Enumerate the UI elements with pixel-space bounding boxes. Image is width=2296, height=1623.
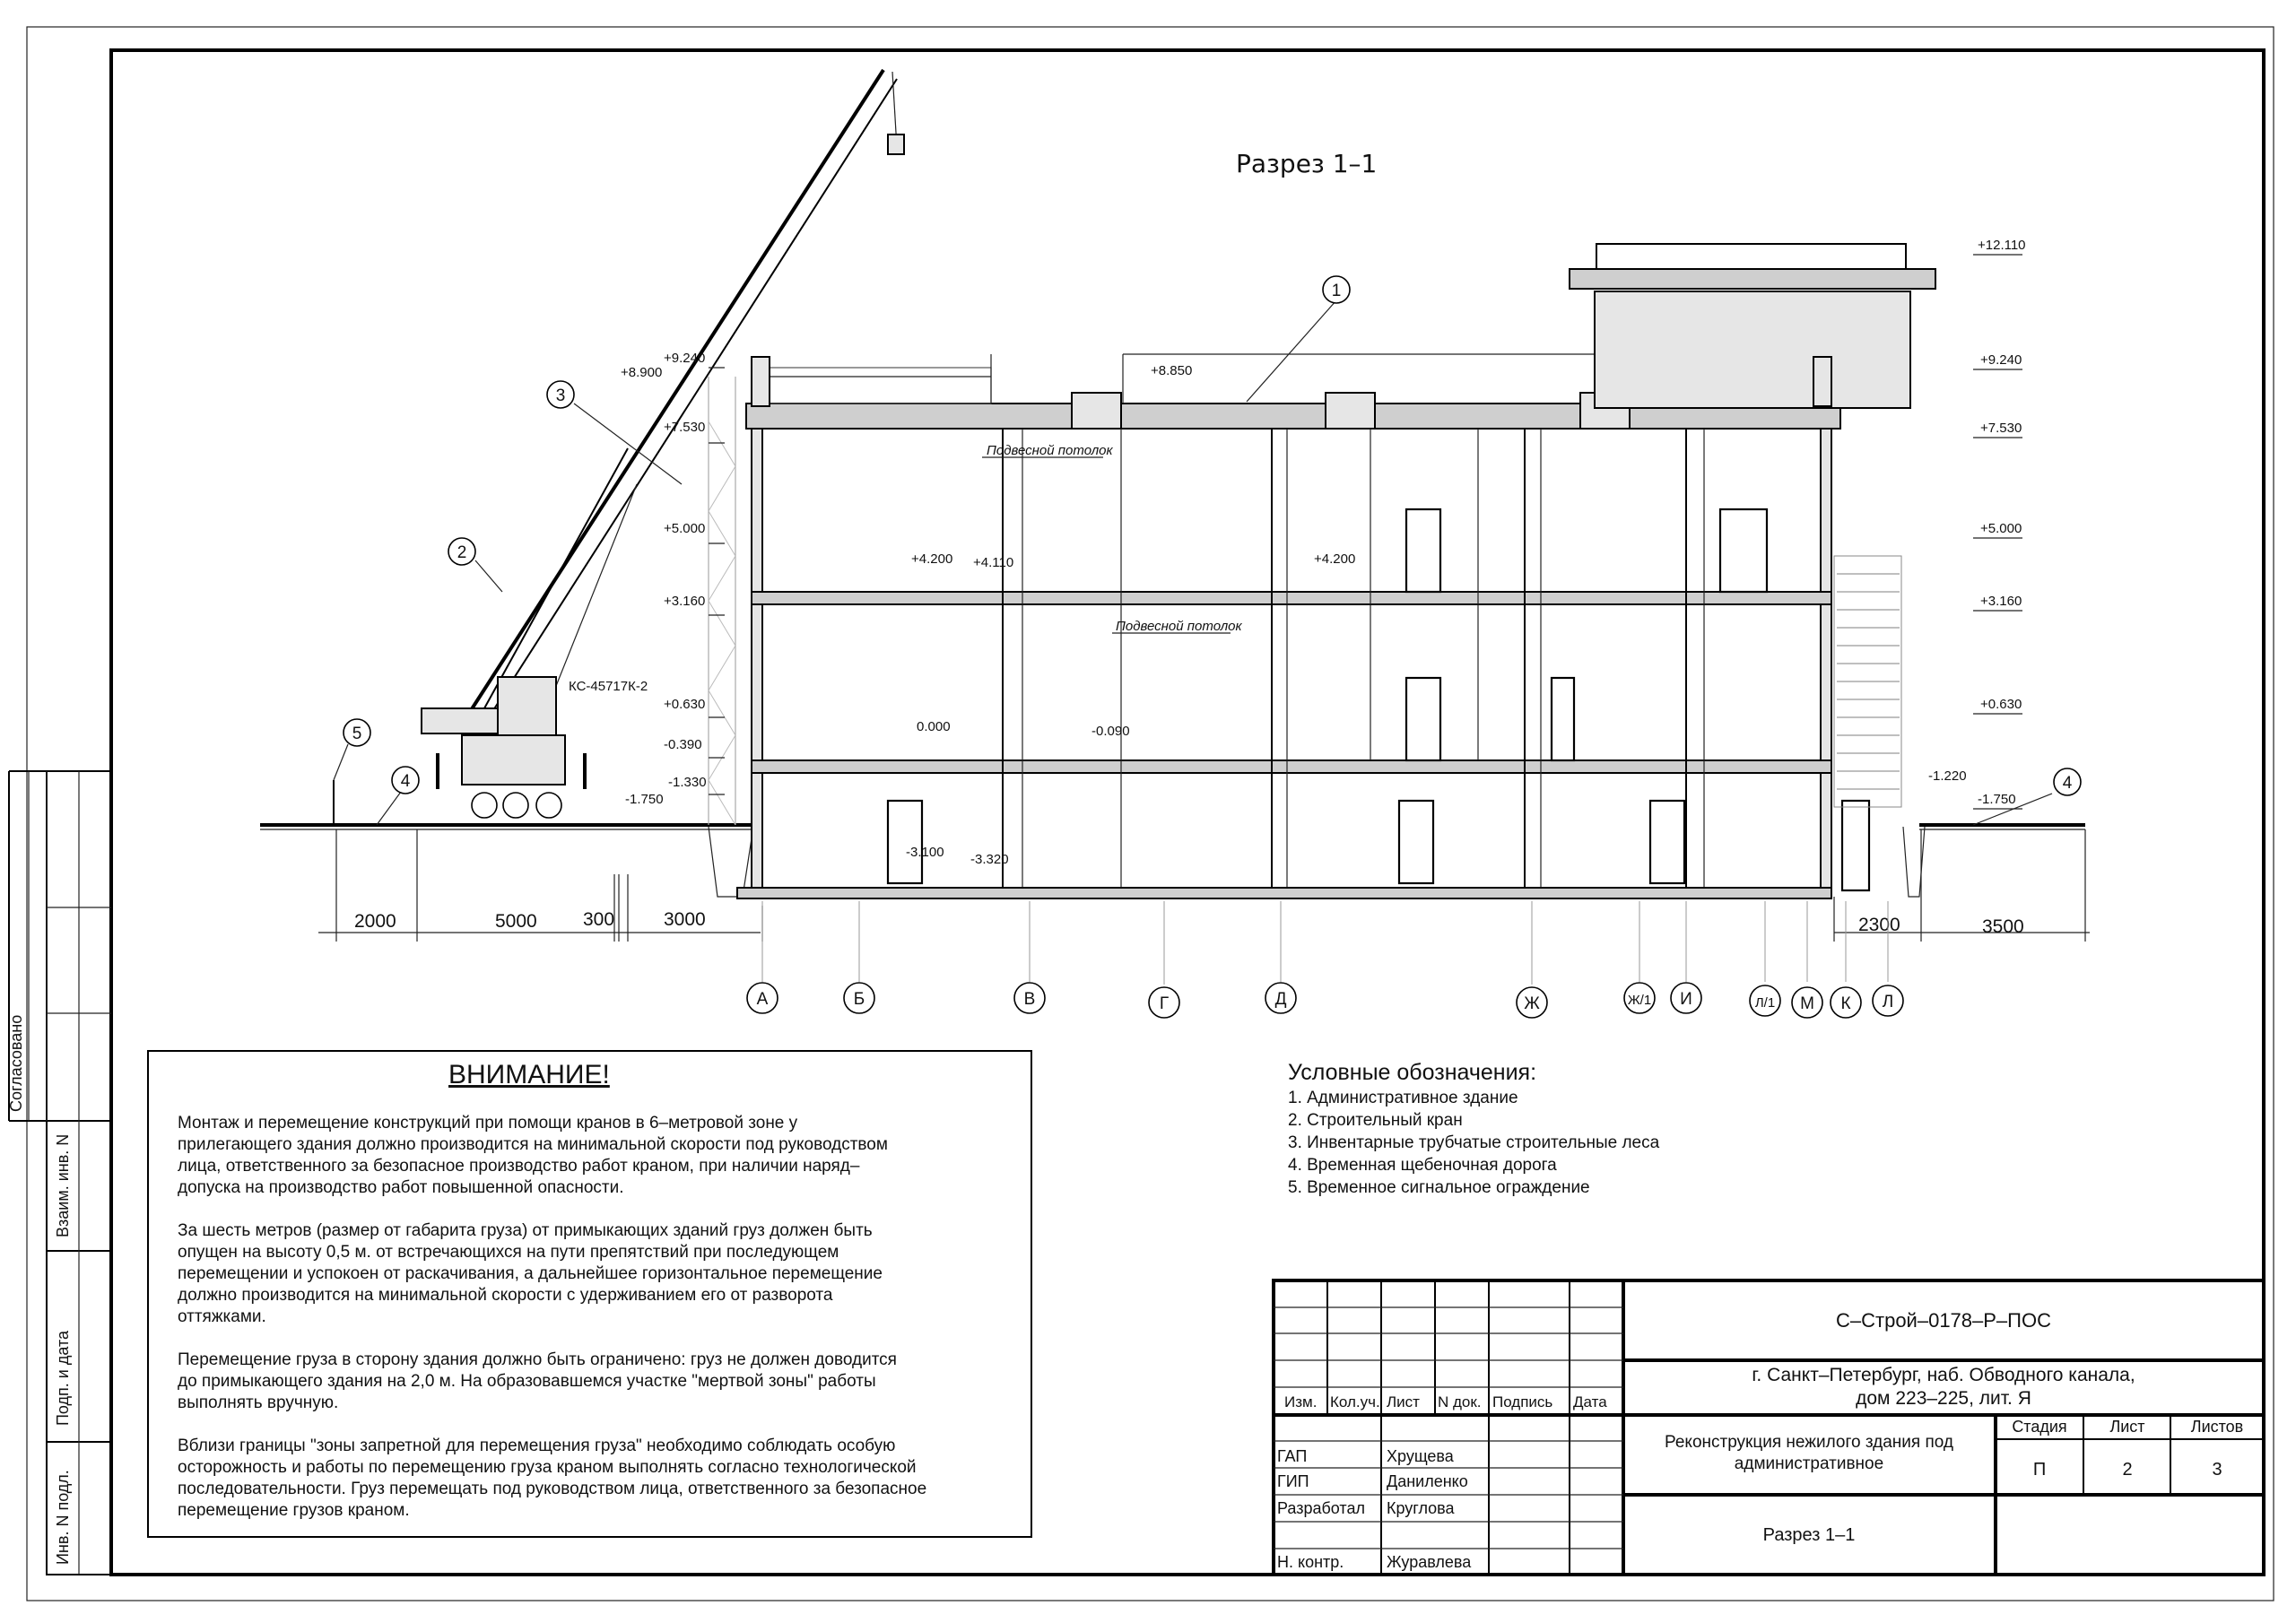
dim-left-0: 2000 bbox=[354, 911, 396, 932]
attention-line: Монтаж и перемещение конструкций при помощи кранов в 6–метровой зоне у bbox=[178, 1114, 798, 1133]
legend-list bbox=[1288, 1089, 1660, 1197]
dim-left-3: 3000 bbox=[664, 909, 706, 930]
attention-line: до примыкающего здания на 2,0 м. На образовавшемся участке "мертвой зоны" работы bbox=[178, 1372, 876, 1391]
attention-line: последовательности. Груз перемещать под руководством лица, ответственного за безопасное bbox=[178, 1480, 927, 1498]
elev-right-5: +0.630 bbox=[1980, 697, 2022, 712]
legend-item: 3. Инвентарные трубчатые строительные леса bbox=[1288, 1133, 1660, 1152]
attention-line: За шесть метров (размер от габарита груза) от примыкающих зданий груз должен быть bbox=[178, 1221, 873, 1240]
hdr-stage: Стадия bbox=[2012, 1418, 2067, 1436]
axis-markers bbox=[747, 983, 1903, 1018]
dim-left-1: 5000 bbox=[495, 911, 537, 932]
sheet-value: 2 bbox=[2122, 1460, 2133, 1480]
axis-label: К bbox=[1840, 994, 1851, 1013]
elev-left-2: +7.530 bbox=[664, 420, 706, 435]
attention-line: лица, ответственного за безопасное производство работ краном, при наличии наряд– bbox=[178, 1157, 860, 1176]
hdr-sheet: Лист bbox=[2109, 1418, 2145, 1436]
axis-label: Л bbox=[1882, 993, 1894, 1011]
hdr-list: Лист bbox=[1387, 1393, 1420, 1410]
project-line-2: административное bbox=[1734, 1454, 1884, 1473]
axis-lines bbox=[762, 901, 1888, 985]
callout-1: 1 bbox=[1331, 282, 1342, 300]
elev-right-4: +3.160 bbox=[1980, 594, 2022, 609]
attention-text bbox=[178, 1114, 926, 1520]
attention-line: осторожность и работы по перемещению груза краном выполнять согласно технологической bbox=[178, 1458, 917, 1477]
balustrade bbox=[762, 368, 991, 404]
project-line-1: Реконструкция нежилого здания под bbox=[1665, 1433, 1953, 1452]
legend-item: 1. Административное здание bbox=[1288, 1089, 1518, 1107]
callout-4-right: 4 bbox=[2062, 774, 2073, 793]
stage-value: П bbox=[2032, 1460, 2047, 1480]
stamp-roles bbox=[1277, 1447, 1472, 1571]
tower bbox=[1595, 291, 1910, 408]
elev-right-3: +5.000 bbox=[1980, 521, 2022, 536]
elev-left-4: +3.160 bbox=[664, 594, 706, 609]
hdr-kol: Кол.уч. bbox=[1330, 1393, 1380, 1410]
floor-slab-1 bbox=[752, 760, 1831, 773]
dim-left-2: 300 bbox=[583, 909, 615, 930]
elev-right-1: +9.240 bbox=[1980, 352, 2022, 368]
elev-inner-6: -3.100 bbox=[906, 845, 944, 860]
dim-right-0: 2300 bbox=[1858, 915, 1900, 935]
stamp-person: Журавлева bbox=[1387, 1553, 1472, 1571]
stamp-role: ГАП bbox=[1277, 1447, 1308, 1465]
dimensions-left bbox=[318, 829, 762, 942]
elev-inner-2: +4.110 bbox=[973, 555, 1014, 570]
hdr-ndok: N док. bbox=[1438, 1393, 1482, 1410]
axis-label: М bbox=[1800, 994, 1814, 1013]
stamp-person: Даниленко bbox=[1387, 1472, 1468, 1490]
inv-label: Инв. N подл. bbox=[54, 1470, 72, 1565]
elev-inner-4: 0.000 bbox=[917, 719, 951, 734]
hdr-data: Дата bbox=[1573, 1393, 1607, 1410]
callout-2: 2 bbox=[457, 543, 467, 562]
crane-model: КС-45717К-2 bbox=[569, 679, 648, 694]
legend-item: 2. Строительный кран bbox=[1288, 1111, 1463, 1130]
attention-heading: ВНИМАНИЕ! bbox=[448, 1060, 610, 1089]
elev-right-6: -1.220 bbox=[1928, 768, 1967, 784]
sheet-title: Разрез 1–1 bbox=[1762, 1525, 1856, 1545]
axis-label: Ж/1 bbox=[1627, 993, 1652, 1008]
suspended-ceiling-label-1: Подвесной потолок bbox=[987, 443, 1113, 458]
elevations-right bbox=[1928, 238, 2026, 809]
axis-label: Ж bbox=[1524, 994, 1540, 1013]
attention-line: должно производится на минимальной скорости с удерживанием его от разворота bbox=[178, 1286, 833, 1305]
attention-line: Перемещение груза в сторону здания должно быть ограничено: груз не должен доводится bbox=[178, 1350, 897, 1369]
attention-line: опущен на высоту 0,5 м. от встречающихся на пути препятствий при последующем bbox=[178, 1243, 839, 1262]
elev-right-0: +12.110 bbox=[1978, 238, 2026, 253]
legend-title: Условные обозначения: bbox=[1288, 1060, 1537, 1085]
elev-left-7: -1.330 bbox=[668, 775, 707, 790]
attention-line: оттяжками. bbox=[178, 1307, 266, 1326]
side-strip bbox=[7, 771, 111, 1575]
legend-item: 4. Временная щебеночная дорога bbox=[1288, 1156, 1557, 1175]
attention-line: допуска на производство работ повышенной опасности. bbox=[178, 1178, 624, 1197]
elev-left-3: +5.000 bbox=[664, 521, 706, 536]
axis-label: А bbox=[756, 990, 769, 1009]
axis-label: Г bbox=[1159, 994, 1170, 1013]
attention-line: перемещении и успокоен от раскачивания, а дальнейшее горизонтальное перемещение bbox=[178, 1264, 883, 1283]
attention-line: прилегающего здания должно производится на минимальной скорости под руководством bbox=[178, 1135, 888, 1154]
callout-4-left: 4 bbox=[400, 772, 411, 791]
stamp-person: Круглова bbox=[1387, 1499, 1455, 1517]
doc-code: С–Строй–0178–Р–ПОС bbox=[1836, 1309, 2051, 1332]
hdr-izm: Изм. bbox=[1284, 1393, 1318, 1410]
elev-left-8: -1.750 bbox=[625, 792, 664, 807]
suspended-ceiling-label-2: Подвесной потолок bbox=[1116, 619, 1242, 634]
axis-label: И bbox=[1680, 990, 1692, 1009]
section-title: Разрез 1–1 bbox=[1236, 149, 1378, 178]
elev-inner-1: +4.200 bbox=[911, 551, 953, 567]
attention-line: Вблизи границы "зоны запретной для перемещения груза" необходимо соблюдать особую bbox=[178, 1436, 896, 1455]
legend-item: 5. Временное сигнальное ограждение bbox=[1288, 1178, 1590, 1197]
elev-left-6: -0.390 bbox=[664, 737, 702, 752]
stamp-person: Хрущева bbox=[1387, 1447, 1454, 1465]
agreed-label: Согласовано bbox=[7, 1014, 25, 1112]
elev-left-0: +9.240 bbox=[664, 351, 706, 366]
elev-inner-3: +4.200 bbox=[1314, 551, 1356, 567]
axis-label: Л/1 bbox=[1754, 995, 1776, 1011]
axis-label: Д bbox=[1274, 990, 1287, 1009]
callout-3: 3 bbox=[555, 386, 566, 405]
sheets-value: 3 bbox=[2212, 1460, 2222, 1480]
elev-left-1: +8.900 bbox=[621, 365, 663, 380]
callout-5: 5 bbox=[352, 725, 362, 743]
basement-slab bbox=[737, 888, 1831, 898]
podp-label: Подп. и дата bbox=[54, 1330, 72, 1426]
elev-left-5: +0.630 bbox=[664, 697, 706, 712]
elev-inner-0: +8.850 bbox=[1151, 363, 1193, 378]
stamp-role: ГИП bbox=[1277, 1472, 1309, 1490]
attention-line: выполнять вручную. bbox=[178, 1393, 339, 1412]
stamp-role: Н. контр. bbox=[1277, 1553, 1344, 1571]
address-line-1: г. Санкт–Петербург, наб. Обводного канала, bbox=[1752, 1365, 2135, 1385]
hdr-podp: Подпись bbox=[1492, 1393, 1553, 1410]
axis-label: Б bbox=[853, 990, 865, 1009]
vzam-label: Взаим. инв. N bbox=[54, 1133, 72, 1237]
crane bbox=[334, 70, 904, 825]
floor-slab-2 bbox=[752, 592, 1831, 604]
stamp-role: Разработал bbox=[1277, 1499, 1365, 1517]
attention-line: перемещение грузов краном. bbox=[178, 1501, 410, 1520]
ground bbox=[260, 825, 2085, 897]
elev-right-2: +7.530 bbox=[1980, 421, 2022, 436]
elevations-inner bbox=[906, 363, 1355, 867]
hdr-sheets: Листов bbox=[2190, 1418, 2244, 1436]
elev-right-7: -1.750 bbox=[1978, 792, 2016, 807]
axis-label: В bbox=[1023, 990, 1036, 1009]
dimensions-right bbox=[1834, 829, 2090, 942]
address-line-2: дом 223–225, лит. Я bbox=[1856, 1388, 2031, 1409]
elev-inner-7: -3.320 bbox=[970, 852, 1009, 867]
dim-right-1: 3500 bbox=[1982, 916, 2024, 937]
elev-inner-5: -0.090 bbox=[1091, 724, 1130, 739]
building-section bbox=[737, 244, 1935, 898]
drawing-frame bbox=[111, 50, 2264, 1575]
